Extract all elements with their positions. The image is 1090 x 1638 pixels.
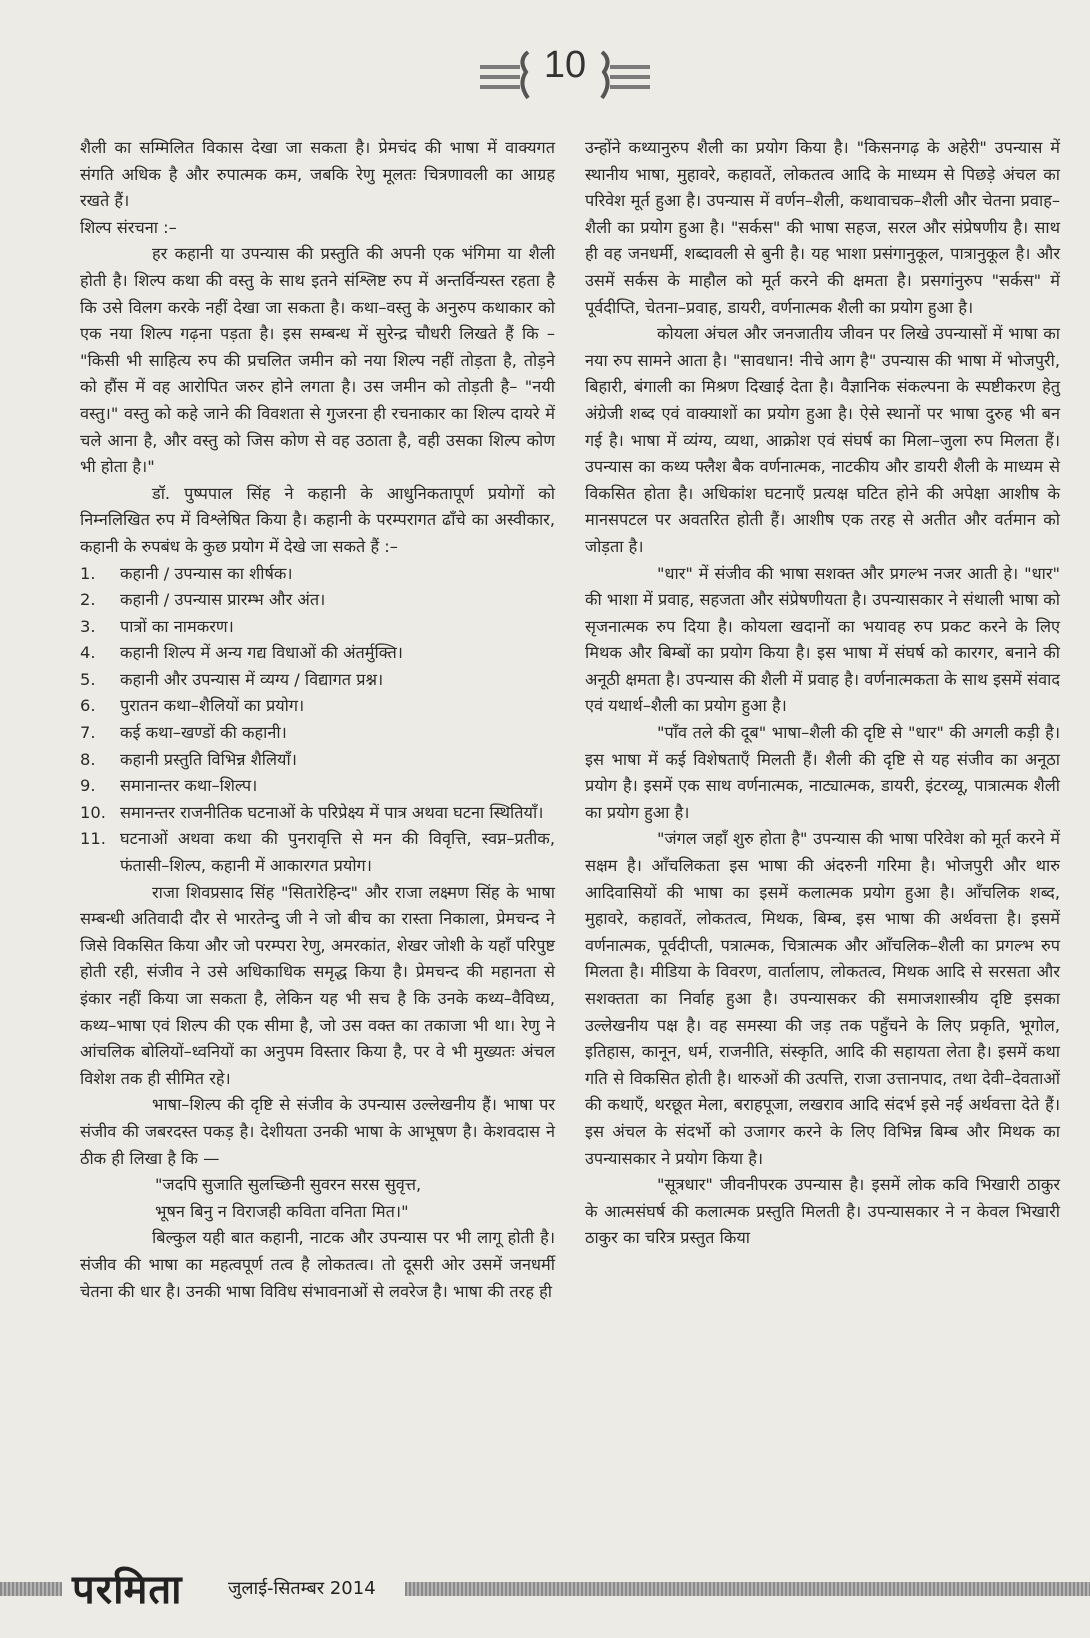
issue-date: जुलाई-सितम्बर 2014 <box>228 1578 376 1599</box>
list-item: 8. कहानी प्रस्तुति विभिन्न शैलियाँ। <box>80 749 297 769</box>
paragraph: "पाँव तले की दूब" भाषा–शैली की दृष्टि से "धार" की अगली कड़ी है। इस भाषा में कई विशेषताएँ मिलती हैं। शैली की दृष्टि से यह संजीव का अनूठा प्रयोग है। इसमें एक साथ वर्णनात्मक, नाट्यात्मक, डायरी, इंटरव्यू, पात्रात्मक शैली का प्रयोग हुआ है। <box>585 723 1060 822</box>
list-item: 6. पुरातन कथा–शैलियों का प्रयोग। <box>80 696 305 716</box>
paragraph: शैली का सम्मिलित विकास देखा जा सकता है। प्रेमचंद की भाषा में वाक्यगत संगति अधिक है और रुपात्मक कम, जबकि रेणु मूलतः चित्रणावली का आग्रह रखते हैं। <box>80 138 555 211</box>
footer-divider-left <box>0 1582 62 1596</box>
left-column <box>80 135 555 1305</box>
paragraph: राजा शिवप्रसाद सिंह "सितारेहिन्द" और राजा लक्ष्मण सिंह के भाषा सम्बन्धी अतिवादी दौर से भारतेन्दु जी ने जो बीच का रास्ता निकाला, प्रेमचन्द ने जिसे विकसित किया और जो परम्परा रेणु, अमरकांत, शेखर जोशी के यहाँ परिपुष्ट होती रही, संजीव ने उसे अधिकाधिक समृद्ध किया है। प्रेमचन्द की महानता से इंकार नहीं किया जा सकता है, लेकिन यह भी सच है कि उनके कथ्य–वैविध्य, कथ्य–भाषा एवं शिल्प की एक सीमा है, जो उस वक्त का तकाजा भी था। रेणु ने आंचलिक बोलियों–ध्वनियों का अनुपम विस्तार किया है, पर वे भी मुख्यतः अंचल विशेश तक ही सीमित रहे। <box>80 882 555 1088</box>
footer-divider-right <box>405 1582 1090 1596</box>
page-number: 10 <box>543 44 587 86</box>
list-item: 7. कई कथा–खण्डों की कहानी। <box>80 723 287 743</box>
paragraph: बिल्कुल यही बात कहानी, नाटक और उपन्यास पर भी लागू होती है। संजीव की भाषा का महत्वपूर्ण तत्व है लोकतत्व। तो दूसरी ओर उसमें जनधर्मी चेतना की धार है। उनकी भाषा विविध संभावनाओं से लवरेज है। भाषा की तरह ही <box>80 1228 555 1301</box>
page-header <box>0 38 1090 118</box>
quote-line: भूषन बिनु न विराजही कविता वनिता मित।" <box>155 1201 409 1221</box>
list-item: 5. कहानी और उपन्यास में व्यग्य / विद्यागत प्रश्न। <box>80 669 384 689</box>
list-item: 9. समानान्तर कथा–शिल्प। <box>80 776 258 796</box>
page-footer <box>0 1560 1090 1620</box>
list-item: 2. कहानी / उपन्यास प्रारम्भ और अंत। <box>80 590 326 610</box>
paragraph: "सूत्रधार" जीवनीपरक उपन्यास है। इसमें लोक कवि भिखारी ठाकुर के आत्मसंघर्ष की कलात्मक प्रस्तुति मिलती है। उपन्यासकार ने न केवल भिखारी ठाकुर का चरित्र प्रस्तुत किया <box>585 1175 1060 1248</box>
list-item: 11. घटनाओं अथवा कथा की पुनरावृत्ति से मन की विवृत्ति, स्वप्न–प्रतीक, फंतासी–शिल्प, कहानी में आकारगत प्रयोग। <box>80 829 555 876</box>
page-number-ornament-right <box>592 50 652 100</box>
list-item: 4. कहानी शिल्प में अन्य गद्य विधाओं की अंतर्मुक्ति। <box>80 643 403 663</box>
magazine-logo: परमिता <box>72 1566 183 1613</box>
list-item: 1. कहानी / उपन्यास का शीर्षक। <box>80 563 293 583</box>
quote-line: "जदपि सुजाति सुलच्छिनी सुवरन सरस सुवृत्त, <box>155 1175 422 1195</box>
paragraph: "जंगल जहाँ शुरु होता है" उपन्यास की भाषा परिवेश को मूर्त करने में सक्षम है। आँचलिकता इस भाषा की अंदरुनी गरिमा है। भोजपुरी और थारु आदिवासियों की भाषा का इसमें कलात्मक प्रयोग हुआ है। आँचलिक शब्द, मुहावरे, कहावतें, लोकतत्व, मिथक, बिम्ब, इस भाषा की अर्थवत्ता है। इसमें वर्णनात्मक, पूर्वदीप्ती, पत्रात्मक, चित्रात्मक और आँचलिक–शैली का प्रगल्भ रुप मिलता है। मीडिया के विवरण, वार्तालाप, लोकतत्व, मिथक आदि से सरसता और सशक्तता का निर्वाह हुआ है। उपन्यासकर की समाजशास्त्रीय दृष्टि इसका उल्लेखनीय पक्ष है। वह समस्या की जड़ तक पहुँचने के लिए प्रकृति, भूगोल, इतिहास, कानून, धर्म, राजनीति, संस्कृति, आदि की सहायता लेता है। इसमें कथा गति से विकसित होती है। थारुओं की उत्पत्ति, राजा उत्तानपाद, तथा देवी–देवताओं की कथाएँ, थरछूत मेला, बराहपूजा, लखराव आदि संदर्भ इसे नई अर्थवत्ता देते हैं। इस अंचल के संदर्भो को उजागर करने के लिए विभिन्न बिम्ब और मिथक का उपन्यासकार ने प्रयोग किया है। <box>585 829 1060 1168</box>
section-heading: शिल्प संरचना :– <box>80 217 177 237</box>
list-item: 3. पात्रों का नामकरण। <box>80 616 234 636</box>
page-number-ornament-left <box>478 50 538 100</box>
paragraph: उन्होंने कथ्यानुरुप शैली का प्रयोग किया है। "किसनगढ़ के अहेरी" उपन्यास में स्थानीय भाषा, मुहावरे, कहावतें, लोकतत्व आदि के माध्यम से पिछड़े अंचल का परिवेश मूर्त हुआ है। उपन्यास में वर्णन–शैली, कथावाचक–शैली और चेतना प्रवाह–शैली का प्रयोग हुआ है। "सर्कस" की भाषा सहज, सरल और संप्रेषणीय है। साथ ही वह जनधर्मी, शब्दावली से बुनी है। यह भाशा प्रसंगानुकूल, पात्रानुकूल है। और उसमें सर्कस के माहौल को मूर्त करने की क्षमता है। प्रसगांनुरुप "सर्कस" में पूर्वदीप्ति, चेतना–प्रवाह, डायरी, वर्णनात्मक शैली का प्रयोग हुआ है। <box>585 138 1060 317</box>
paragraph: भाषा–शिल्प की दृष्टि से संजीव के उपन्यास उल्लेखनीय हैं। भाषा पर संजीव की जबरदस्त पकड़ है। देशीयता उनकी भाषा के आभूषण है। केशवदास ने ठीक ही लिखा है कि — <box>80 1095 555 1168</box>
paragraph: कोयला अंचल और जनजातीय जीवन पर लिखे उपन्यासों में भाषा का नया रुप सामने आता है। "सावधान! नीचे आग है" उपन्यास की भाषा में भोजपुरी, बिहारी, बंगाली का मिश्रण दिखाई देता है। वैज्ञानिक संकल्पना के स्पष्टीकरण हेतु अंग्रेजी शब्द एवं वाक्याशों का प्रयोग हुआ है। ऐसे स्थानों पर भाषा दुरुह भी बन गई है। भाषा में व्यंग्य, व्यथा, आक्रोश एवं संघर्ष का मिला–जुला रुप मिलता हैं। उपन्यास का कथ्य फ्लैश बैक वर्णनात्मक, नाटकीय और डायरी शैली के माध्यम से विकसित होता है। अधिकांश घटनाएँ प्रत्यक्ष घटित होने की अपेक्षा आशीष के मानसपटल पर अवतरित होती हैं। आशीष एक तरह से अतीत और वर्तमान को जोड़ता है। <box>585 324 1060 556</box>
paragraph: डॉ. पुष्पपाल सिंह ने कहानी के आधुनिकतापूर्ण प्रयोगों को निम्नलिखित रुप में विश्लेषित किया है। कहानी के परम्परागत ढाँचे का अस्वीकार, कहानी के रुपबंध के कुछ प्रयोग में देखे जा सकते हैं :– <box>80 483 555 556</box>
paragraph: हर कहानी या उपन्यास की प्रस्तुति की अपनी एक भंगिमा या शैली होती है। शिल्प कथा की वस्तु के साथ इतने संश्लिष्ट रुप में अन्तर्विन्यस्त रहता है कि उसे विलग करके नहीं देखा जा सकता है। कथा–वस्तु के अनुरुप कथाकार को एक नया शिल्प गढ़ना पड़ता है। इस सम्बन्ध में सुरेन्द्र चौधरी लिखते हैं कि – "किसी भी साहित्य रुप की प्रचलित जमीन को नया शिल्प नहीं तोड़ता है, तोड़ने को हौंस में वह आरोपित जरुर होने लगता है। उस जमीन को तोड़ती है– "नयी वस्तु।" वस्तु को कहे जाने की विवशता से गुजरना ही रचनाकार का शिल्प दायरे में चले आना है, और वस्तु को जिस कोण से वह उठाता है, वही उसका शिल्प कोण भी होता है।" <box>80 244 555 477</box>
paragraph: "धार" में संजीव की भाषा सशक्त और प्रगल्भ नजर आती हे। "धार" की भाशा में प्रवाह, सहजता और संप्रेषणीयता है। उपन्यासकार ने संथाली भाषा को सृजनात्मक रुप दिया है। कोयला खदानों का भयावह रुप प्रकट करने के लिए मिथक और बिम्बों का प्रयोग किया है। इस भाषा में संघर्ष को कारगर, बनाने की अनूठी क्षमता है। उपन्यास की शैली में प्रवाह है। वर्णनात्मकता के साथ इसमें संवाद एवं यथार्थ–शैली का प्रयोग हुआ है। <box>585 563 1060 716</box>
right-column <box>585 135 1060 1252</box>
numbered-list <box>80 561 555 880</box>
list-item: 10. समानन्तर राजनीतिक घटनाओं के परिप्रेक्ष्य में पात्र अथवा घटना स्थितियाँ। <box>80 802 544 822</box>
